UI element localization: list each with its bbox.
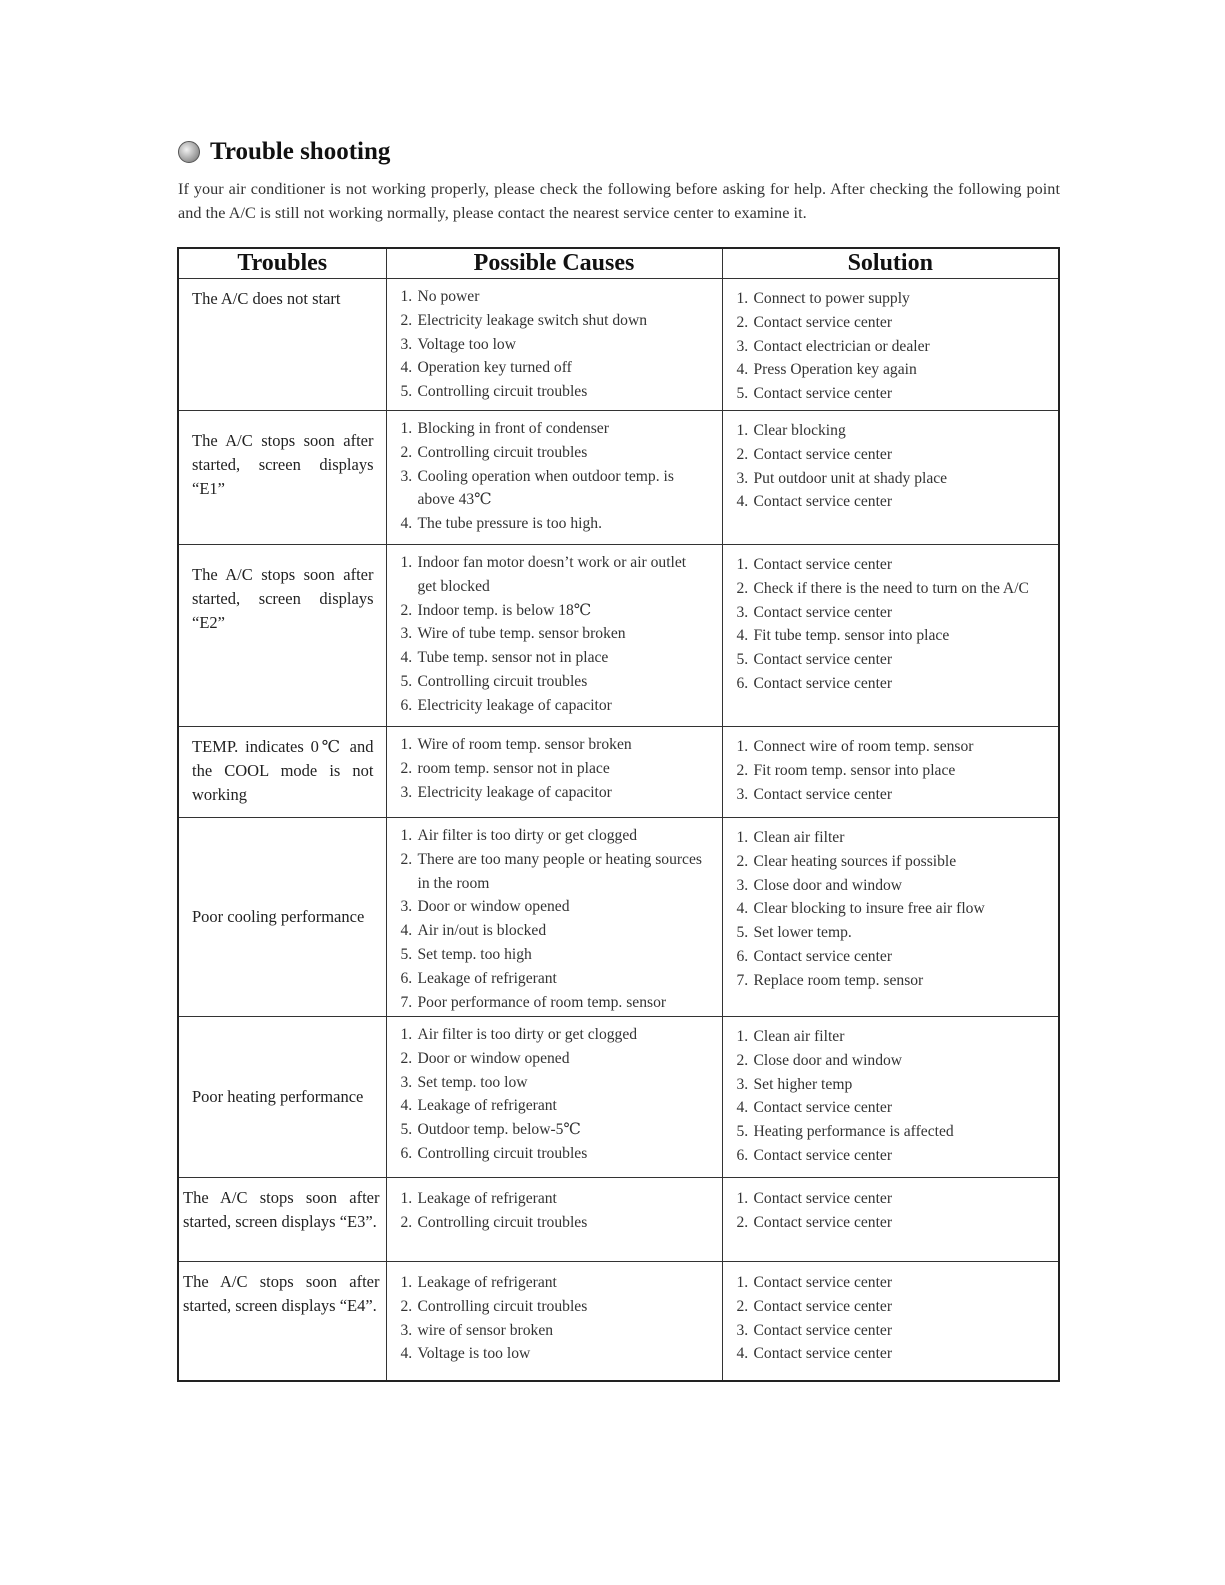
item-text: Cooling operation when outdoor temp. is above 43℃ [417, 467, 674, 509]
item-number: 1. [736, 738, 749, 755]
cause-item [401, 333, 708, 357]
table-header-row [178, 248, 1059, 279]
item-number: 1. [736, 1028, 749, 1045]
trouble-cell: TEMP. indicates 0℃ and the COOL mode is not working [178, 727, 386, 818]
section-heading [178, 138, 390, 166]
item-number: 4. [400, 359, 413, 377]
item-number: 4. [736, 361, 749, 379]
item-text: Connect wire of room temp. sensor [753, 738, 974, 755]
item-number: 4. [736, 900, 749, 918]
solution-item [737, 443, 1045, 467]
item-number: 4. [736, 493, 749, 511]
solution-item [737, 1211, 1045, 1235]
solution-item [737, 945, 1045, 969]
cause-item [401, 1342, 708, 1366]
item-text: Contact service center [753, 493, 893, 511]
item-text: Clean air filter [753, 829, 845, 846]
item-text: Close door and window [753, 876, 903, 894]
solution-item [737, 1120, 1045, 1144]
cause-item [401, 380, 708, 404]
solution-item [737, 1319, 1045, 1343]
cause-item [401, 465, 708, 513]
item-text: Blocking in front of condenser [417, 420, 609, 437]
item-text: Poor performance of room temp. sensor [417, 993, 667, 1011]
item-text: Leakage of refrigerant [417, 969, 557, 987]
item-number: 1. [400, 554, 413, 571]
item-text: Contact service center [753, 785, 893, 803]
item-number: 3. [400, 783, 413, 801]
item-text: Voltage too low [417, 335, 516, 353]
causes-cell [386, 1178, 722, 1262]
item-text: Leakage of refrigerant [417, 1274, 557, 1291]
solutions-cell [722, 1178, 1059, 1262]
trouble-cell: The A/C stops soon after started, screen displays “E3”. [178, 1178, 386, 1262]
cause-item [401, 694, 708, 718]
item-number: 2. [736, 445, 749, 463]
item-text: Tube temp. sensor not in place [417, 649, 609, 667]
item-text: Clean air filter [753, 1028, 845, 1045]
item-number: 5. [736, 385, 749, 403]
cause-item [401, 551, 708, 599]
solution-item [737, 287, 1045, 311]
item-number: 1. [736, 556, 749, 573]
item-text: Fit tube temp. sensor into place [753, 627, 950, 645]
item-number: 1. [400, 827, 413, 844]
item-number: 4. [400, 1345, 413, 1363]
item-number: 4. [400, 1097, 413, 1115]
item-number: 6. [736, 947, 749, 965]
item-text: Set lower temp. [753, 924, 852, 942]
solution-item [737, 648, 1045, 672]
solution-item [737, 1187, 1045, 1211]
item-number: 3. [400, 898, 413, 916]
solution-item [737, 311, 1045, 335]
item-text: Contact service center [753, 674, 893, 692]
trouble-cell: The A/C stops soon after started, screen displays “E2” [178, 545, 386, 727]
item-text: Electricity leakage switch shut down [417, 311, 648, 329]
item-number: 2. [736, 1213, 749, 1231]
item-text: Contact service center [753, 1099, 893, 1117]
causes-cell [386, 1262, 722, 1381]
item-text: Contact service center [753, 947, 893, 965]
table-row [178, 411, 1059, 545]
solution-item [737, 874, 1045, 898]
cause-item [401, 599, 708, 623]
causes-cell [386, 818, 722, 1017]
cause-item [401, 733, 708, 757]
item-number: 1. [736, 290, 749, 307]
solution-item [737, 624, 1045, 648]
item-text: Contact service center [753, 556, 893, 573]
solutions-cell [722, 1262, 1059, 1381]
item-number: 3. [400, 625, 413, 643]
item-number: 2. [400, 1213, 413, 1231]
troubleshooting-table [177, 247, 1060, 1382]
item-text: Indoor temp. is below 18℃ [417, 601, 592, 619]
item-number: 7. [736, 971, 749, 989]
item-text: Door or window opened [417, 1049, 570, 1067]
item-number: 1. [736, 1190, 749, 1207]
item-text: Controlling circuit troubles [417, 1297, 588, 1315]
item-text: Controlling circuit troubles [417, 1144, 588, 1162]
item-number: 3. [400, 467, 413, 485]
item-number: 3. [736, 337, 749, 355]
item-text: Air in/out is blocked [417, 922, 547, 940]
cause-item [401, 646, 708, 670]
item-text: Contact service center [753, 1345, 893, 1363]
item-number: 2. [400, 850, 413, 868]
item-number: 4. [736, 1099, 749, 1117]
item-number: 4. [736, 627, 749, 645]
item-number: 5. [736, 1123, 749, 1141]
solution-item [737, 335, 1045, 359]
solution-item [737, 490, 1045, 514]
cause-item [401, 824, 708, 848]
solution-item [737, 1271, 1045, 1295]
cause-item [401, 285, 708, 309]
item-text: Operation key turned off [417, 359, 572, 377]
item-number: 5. [400, 672, 413, 690]
item-number: 1. [736, 829, 749, 846]
trouble-cell: Poor heating performance [178, 1017, 386, 1178]
item-number: 6. [736, 674, 749, 692]
item-text: Voltage is too low [417, 1345, 531, 1363]
solution-item [737, 577, 1045, 601]
solution-item [737, 969, 1045, 993]
item-text: Contact service center [753, 1190, 893, 1207]
page-title: Trouble shooting [210, 138, 391, 165]
table-row [178, 1017, 1059, 1178]
solution-item [737, 358, 1045, 382]
solution-item [737, 1295, 1045, 1319]
solution-item [737, 759, 1045, 783]
item-text: Check if there is the need to turn on the A/C [753, 579, 1029, 597]
cause-item [401, 1094, 708, 1118]
item-text: Set higher temp [753, 1075, 853, 1093]
item-text: Replace room temp. sensor [753, 971, 924, 989]
item-text: Contact service center [753, 1146, 893, 1164]
item-text: Controlling circuit troubles [417, 672, 588, 690]
item-number: 2. [736, 761, 749, 779]
cause-item [401, 622, 708, 646]
item-number: 6. [736, 1146, 749, 1164]
solution-item [737, 921, 1045, 945]
item-number: 1. [400, 1190, 413, 1207]
item-text: Door or window opened [417, 898, 570, 916]
item-number: 4. [400, 922, 413, 940]
item-text: Set temp. too high [417, 945, 532, 963]
item-text: Air filter is too dirty or get clogged [417, 1026, 638, 1043]
solution-item [737, 897, 1045, 921]
table-row [178, 545, 1059, 727]
item-text: Contact service center [753, 1274, 893, 1291]
item-text: wire of sensor broken [417, 1321, 554, 1339]
cause-item [401, 441, 708, 465]
item-text: Put outdoor unit at shady place [753, 469, 948, 487]
table-row [178, 727, 1059, 818]
item-text: Clear blocking to insure free air flow [753, 900, 985, 918]
item-text: Contact service center [753, 603, 893, 621]
causes-cell [386, 411, 722, 545]
solution-item [737, 783, 1045, 807]
item-number: 2. [736, 852, 749, 870]
cause-item [401, 1118, 708, 1142]
solution-item [737, 850, 1045, 874]
cause-item [401, 1023, 708, 1047]
trouble-cell: The A/C stops soon after started, screen displays “E4”. [178, 1262, 386, 1381]
item-number: 1. [400, 420, 413, 437]
item-number: 2. [400, 1297, 413, 1315]
intro-paragraph: If your air conditioner is not working properly, please check the following before asking for help. After checking the following point and the A/C is still not working normally, please contact the nearest service center to examine it. [178, 180, 1060, 222]
cause-item [401, 943, 708, 967]
item-number: 6. [400, 969, 413, 987]
item-number: 1. [400, 1026, 413, 1043]
causes-cell [386, 727, 722, 818]
item-text: Contact service center [753, 313, 893, 331]
cause-item [401, 919, 708, 943]
solution-item [737, 672, 1045, 696]
item-number: 5. [400, 383, 413, 401]
item-number: 1. [400, 1274, 413, 1291]
item-number: 3. [736, 785, 749, 803]
item-text: Wire of room temp. sensor broken [417, 736, 632, 753]
item-text: Contact service center [753, 1297, 893, 1315]
solution-item [737, 1049, 1045, 1073]
item-text: Wire of tube temp. sensor broken [417, 625, 626, 643]
solution-item [737, 382, 1045, 406]
item-text: Controlling circuit troubles [417, 1213, 588, 1231]
cause-item [401, 781, 708, 805]
cause-item [401, 1295, 708, 1319]
item-number: 3. [736, 1321, 749, 1339]
item-number: 5. [736, 651, 749, 669]
item-number: 2. [400, 1049, 413, 1067]
causes-cell [386, 279, 722, 411]
item-number: 3. [736, 603, 749, 621]
cause-item [401, 848, 708, 896]
item-number: 1. [736, 1274, 749, 1291]
cause-item [401, 309, 708, 333]
item-text: Contact service center [753, 1213, 893, 1231]
item-number: 2. [400, 311, 413, 329]
header-possible-causes: Possible Causes [386, 248, 722, 279]
cause-item [401, 417, 708, 441]
item-text: Leakage of refrigerant [417, 1190, 557, 1207]
cause-item [401, 991, 708, 1015]
cause-item [401, 356, 708, 380]
item-number: 3. [736, 469, 749, 487]
item-number: 6. [400, 696, 413, 714]
item-number: 1. [400, 736, 413, 753]
cause-item [401, 757, 708, 781]
item-text: Contact service center [753, 445, 893, 463]
cause-item [401, 670, 708, 694]
solution-item [737, 419, 1045, 443]
item-text: There are too many people or heating sources in the room [417, 850, 702, 892]
solutions-cell [722, 727, 1059, 818]
item-number: 3. [736, 876, 749, 894]
cause-item [401, 1271, 708, 1295]
item-number: 2. [400, 759, 413, 777]
item-number: 2. [736, 1297, 749, 1315]
table-row [178, 1262, 1059, 1381]
trouble-cell: The A/C does not start [178, 279, 386, 411]
item-text: Air filter is too dirty or get clogged [417, 827, 638, 844]
item-text: Clear blocking [753, 422, 846, 439]
item-text: Electricity leakage of capacitor [417, 696, 612, 714]
cause-item [401, 1319, 708, 1343]
item-number: 2. [400, 443, 413, 461]
item-number: 5. [400, 1121, 413, 1139]
header-solution: Solution [722, 248, 1059, 279]
solution-item [737, 1144, 1045, 1168]
cause-item [401, 1047, 708, 1071]
causes-cell [386, 1017, 722, 1178]
item-text: Controlling circuit troubles [417, 443, 588, 461]
item-text: Electricity leakage of capacitor [417, 783, 612, 801]
solution-item [737, 601, 1045, 625]
cause-item [401, 1187, 708, 1211]
item-number: 4. [400, 649, 413, 667]
cause-item [401, 1071, 708, 1095]
item-text: No power [417, 288, 480, 305]
solution-item [737, 735, 1045, 759]
solutions-cell [722, 411, 1059, 545]
item-number: 4. [400, 515, 413, 533]
item-text: Clear heating sources if possible [753, 852, 957, 870]
item-number: 3. [400, 335, 413, 353]
item-number: 2. [736, 1051, 749, 1069]
table-row [178, 818, 1059, 1017]
item-number: 1. [736, 422, 749, 439]
item-text: room temp. sensor not in place [417, 759, 610, 777]
circle-bullet-icon [178, 141, 200, 163]
item-number: 4. [736, 1345, 749, 1363]
item-text: Fit room temp. sensor into place [753, 761, 956, 779]
item-text: Outdoor temp. below-5℃ [417, 1121, 581, 1139]
item-number: 7. [400, 993, 413, 1011]
causes-cell [386, 545, 722, 727]
item-number: 5. [736, 924, 749, 942]
cause-item [401, 1142, 708, 1166]
item-text: Indoor fan motor doesn’t work or air outlet get blocked [417, 554, 687, 595]
cause-item [401, 1211, 708, 1235]
solution-item [737, 1073, 1045, 1097]
item-text: Contact service center [753, 651, 893, 669]
solutions-cell [722, 1017, 1059, 1178]
solutions-cell [722, 545, 1059, 727]
item-number: 2. [400, 601, 413, 619]
item-number: 6. [400, 1144, 413, 1162]
table-row [178, 1178, 1059, 1262]
solution-item [737, 1025, 1045, 1049]
solutions-cell [722, 279, 1059, 411]
header-troubles: Troubles [178, 248, 386, 279]
cause-item [401, 895, 708, 919]
cause-item [401, 967, 708, 991]
item-number: 3. [400, 1321, 413, 1339]
trouble-cell: The A/C stops soon after started, screen displays “E1” [178, 411, 386, 545]
solution-item [737, 1096, 1045, 1120]
item-text: Press Operation key again [753, 361, 917, 379]
item-text: Contact electrician or dealer [753, 337, 930, 355]
solutions-cell [722, 818, 1059, 1017]
item-text: Heating performance is affected [753, 1123, 954, 1141]
item-number: 2. [736, 313, 749, 331]
solution-item [737, 553, 1045, 577]
item-text: Set temp. too low [417, 1073, 528, 1091]
item-text: Contact service center [753, 385, 893, 403]
item-text: Contact service center [753, 1321, 893, 1339]
item-number: 3. [400, 1073, 413, 1091]
table-row [178, 279, 1059, 411]
cause-item [401, 512, 708, 536]
item-text: Connect to power supply [753, 290, 910, 307]
solution-item [737, 1342, 1045, 1366]
item-text: Leakage of refrigerant [417, 1097, 557, 1115]
solution-item [737, 467, 1045, 491]
trouble-cell: Poor cooling performance [178, 818, 386, 1017]
item-text: Close door and window [753, 1051, 903, 1069]
item-text: The tube pressure is too high. [417, 515, 602, 533]
item-number: 5. [400, 945, 413, 963]
item-number: 3. [736, 1075, 749, 1093]
item-text: Controlling circuit troubles [417, 383, 588, 401]
item-number: 1. [400, 288, 413, 305]
item-number: 2. [736, 579, 749, 597]
solution-item [737, 826, 1045, 850]
